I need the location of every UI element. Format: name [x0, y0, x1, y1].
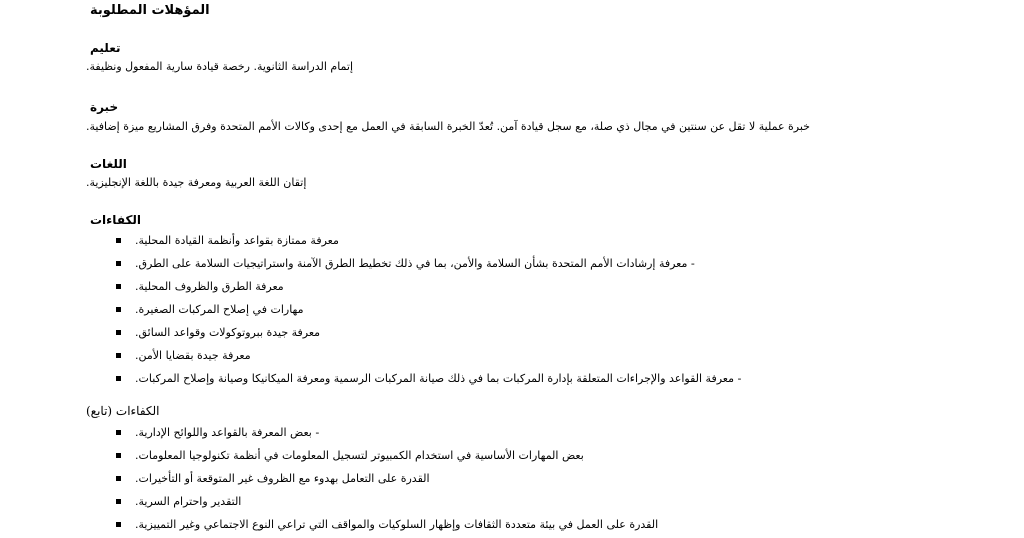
- competencies-continued-heading: الكفاءات (تابع): [86, 404, 160, 418]
- list-item-text: .معرفة القواعد والإجراءات المتعلقة بإدارة المركبات بما في ذلك صيانة المركبات الرسمية ومعرفة الميكانيكا وصيانة وإصلاح المركبات -: [135, 372, 742, 385]
- list-item-text: .مهارات في إصلاح المركبات الصغيرة: [135, 303, 304, 316]
- list-item: [116, 344, 741, 367]
- list-item-text: .معرفة جيدة ببروتوكولات وقواعد السائق: [135, 326, 321, 339]
- bullet-icon: [116, 476, 121, 481]
- bullet-icon: [116, 522, 121, 527]
- list-item-text: .معرفة ممتازة بقواعد وأنظمة القيادة المحلية: [135, 234, 339, 247]
- experience-text: .خبرة عملية لا تقل عن سنتين في مجال ذي صلة، مع سجل قيادة آمن. تُعدّ الخبرة السابقة في العمل مع إحدى وكالات الأمم المتحدة وفرق المشاريع ميزة إضافية: [86, 120, 810, 133]
- page-title: المؤهلات المطلوبة: [90, 3, 210, 18]
- list-item: [116, 467, 658, 490]
- list-item: [116, 252, 741, 275]
- bullet-icon: [116, 307, 121, 312]
- bullet-icon: [116, 261, 121, 266]
- list-item: [116, 321, 741, 344]
- bullet-icon: [116, 330, 121, 335]
- languages-heading: اللغات: [90, 157, 127, 171]
- list-item: [116, 421, 658, 444]
- experience-heading: خبرة: [90, 100, 119, 114]
- list-item: [116, 298, 741, 321]
- list-item-text: .معرفة إرشادات الأمم المتحدة بشأن السلامة والأمن، بما في ذلك تخطيط الطرق الآمنة واستراتيجيات السلامة على الطرق -: [135, 257, 695, 270]
- bullet-icon: [116, 453, 121, 458]
- list-item-text: .بعض المعرفة بالقواعد واللوائح الإدارية -: [135, 426, 320, 439]
- list-item: [116, 444, 658, 467]
- languages-text: .إتقان اللغة العربية ومعرفة جيدة باللغة الإنجليزية: [86, 176, 307, 189]
- list-item: [116, 275, 741, 298]
- competencies-list: [116, 229, 741, 390]
- bullet-icon: [116, 353, 121, 358]
- education-text: .إتمام الدراسة الثانوية. رخصة قيادة سارية المفعول ونظيفة: [86, 60, 354, 73]
- list-item-text: .القدرة على العمل في بيئة متعددة الثقافات وإظهار السلوكيات والمواقف التي تراعي النوع الاجتماعي وغير التمييزية: [135, 518, 659, 531]
- competencies-heading: الكفاءات: [90, 213, 142, 227]
- bullet-icon: [116, 430, 121, 435]
- list-item: [116, 490, 658, 513]
- list-item-text: .التقدير واحترام السرية: [135, 495, 242, 508]
- list-item: [116, 367, 741, 390]
- bullet-icon: [116, 284, 121, 289]
- education-heading: تعليم: [90, 41, 121, 55]
- bullet-icon: [116, 376, 121, 381]
- list-item-text: .بعض المهارات الأساسية في استخدام الكمبيوتر لتسجيل المعلومات في أنظمة تكنولوجيا المعلومات: [135, 449, 584, 462]
- list-item-text: .معرفة الطرق والظروف المحلية: [135, 280, 284, 293]
- competencies-continued-list: [116, 421, 658, 536]
- bullet-icon: [116, 238, 121, 243]
- list-item: [116, 229, 741, 252]
- list-item-text: .القدرة على التعامل بهدوء مع الظروف غير المتوقعة أو التأخيرات: [135, 472, 430, 485]
- bullet-icon: [116, 499, 121, 504]
- list-item: [116, 513, 658, 536]
- list-item-text: .معرفة جيدة بقضايا الأمن: [135, 349, 251, 362]
- document-page: [86, 0, 846, 538]
